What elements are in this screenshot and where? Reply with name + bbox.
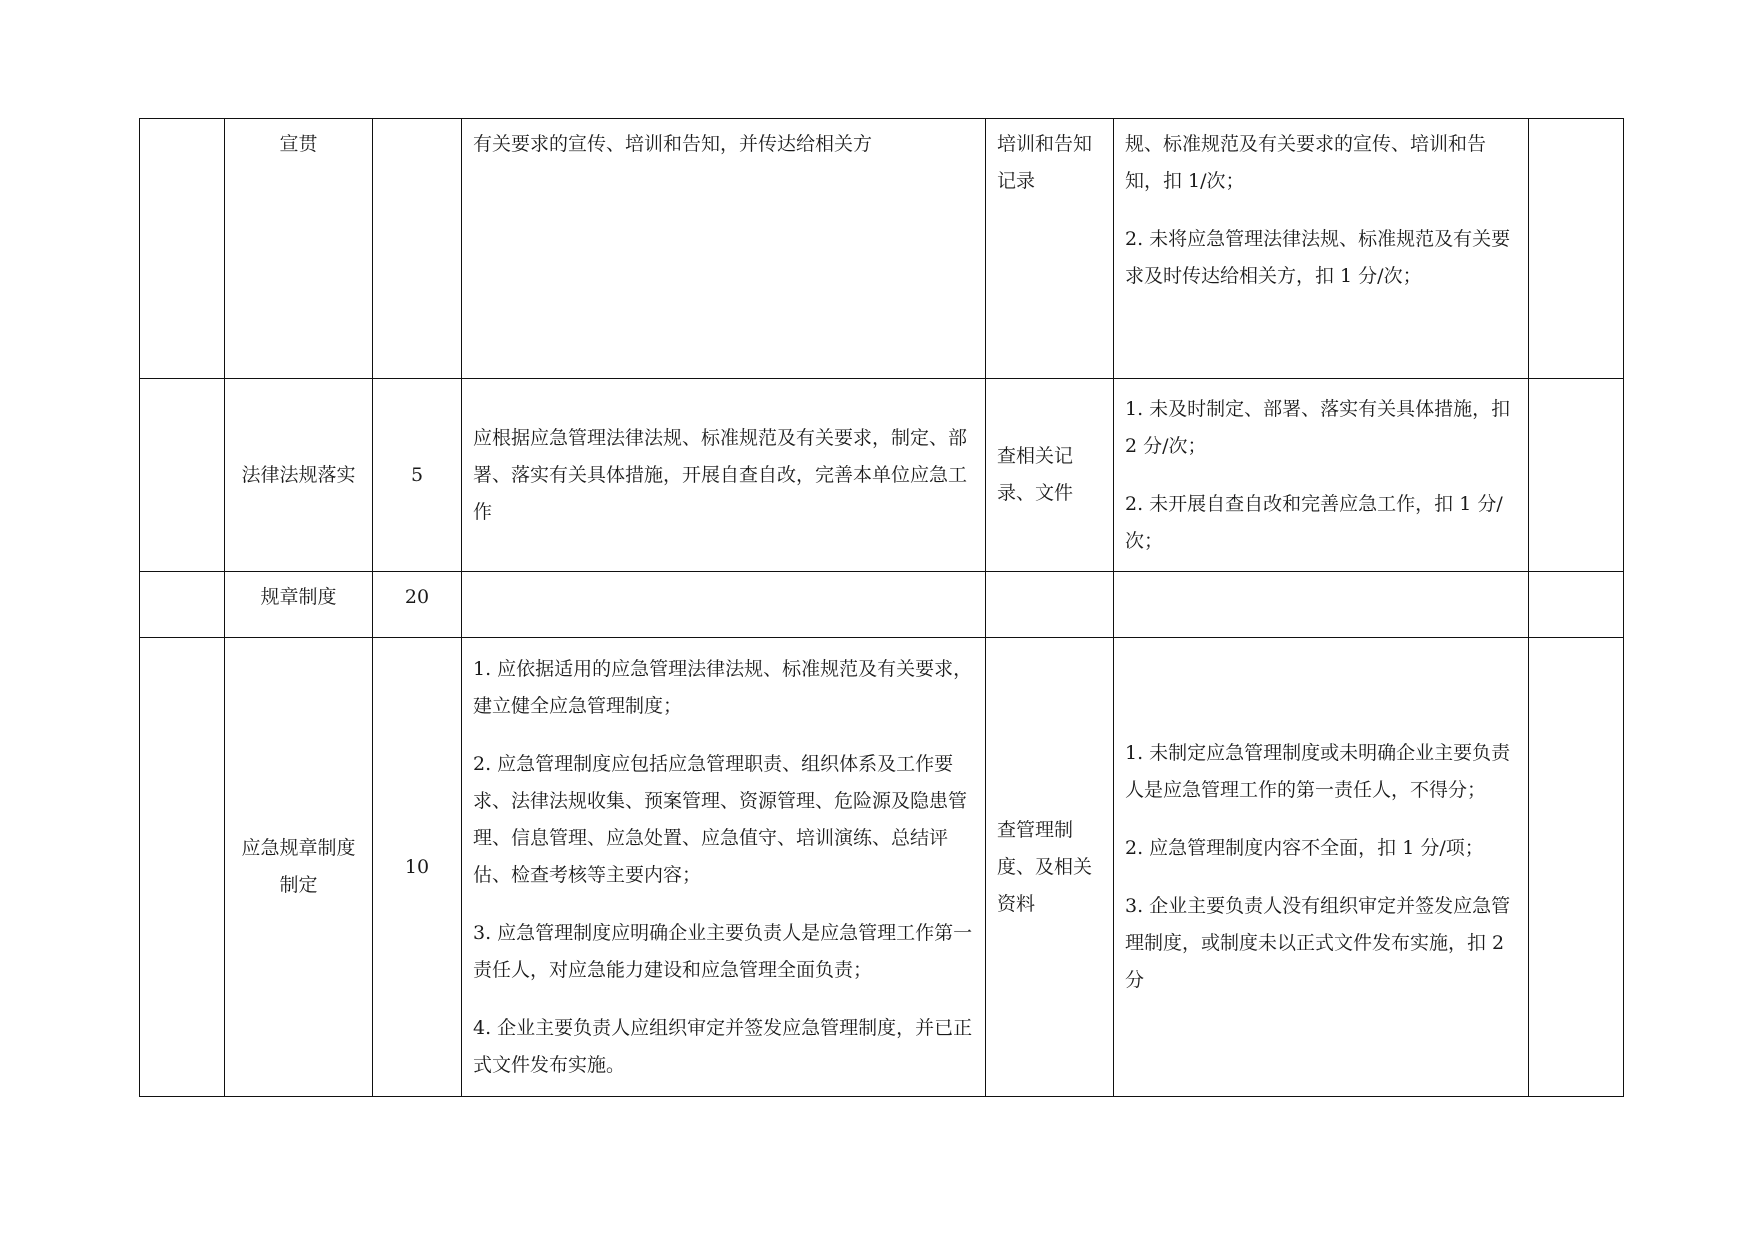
score-value: 10 bbox=[404, 855, 430, 878]
requirement-cell bbox=[462, 119, 986, 379]
criteria-cell bbox=[1114, 379, 1529, 572]
category-cell bbox=[140, 119, 225, 379]
item-name: 规章制度 bbox=[260, 586, 337, 608]
method-text: 查相关记录、文件 bbox=[997, 445, 1074, 504]
item-cell bbox=[225, 638, 373, 1097]
requirement-text: 1. 应依据适用的应急管理法律法规、标准规范及有关要求，建立健全应急管理制度； bbox=[473, 657, 973, 717]
criteria-cell bbox=[1114, 638, 1529, 1097]
table-row bbox=[140, 572, 1624, 638]
item-name: 宣贯 bbox=[279, 133, 318, 155]
score-cell bbox=[373, 119, 462, 379]
item-cell bbox=[225, 572, 373, 638]
method-cell bbox=[986, 572, 1114, 638]
item-name: 应急规章制度制定 bbox=[241, 837, 356, 896]
item-cell bbox=[225, 119, 373, 379]
method-cell bbox=[986, 119, 1114, 379]
requirement-text: 4. 企业主要负责人应组织审定并签发应急管理制度，并已正式文件发布实施。 bbox=[473, 1016, 973, 1076]
requirement-text: 应根据应急管理法律法规、标准规范及有关要求，制定、部署、落实有关具体措施，开展自查自改，完善本单位应急工作 bbox=[473, 426, 968, 523]
criteria-text: 2. 未开展自查自改和完善应急工作，扣 1 分/次； bbox=[1125, 492, 1503, 552]
criteria-text: 1. 未及时制定、部署、落实有关具体措施，扣 2 分/次； bbox=[1125, 397, 1511, 457]
score-cell bbox=[373, 638, 462, 1097]
criteria-text: 2. 应急管理制度内容不全面，扣 1 分/项； bbox=[1125, 837, 1484, 859]
criteria-text: 2. 未将应急管理法律法规、标准规范及有关要求及时传达给相关方，扣 1 分/次； bbox=[1125, 228, 1511, 287]
criteria-text: 3. 企业主要负责人没有组织审定并签发应急管理制度，或制度未以正式文件发布实施，扣 2 分 bbox=[1125, 895, 1511, 991]
category-cell bbox=[140, 572, 225, 638]
score-cell bbox=[373, 572, 462, 638]
table-row bbox=[140, 119, 1624, 379]
method-cell bbox=[986, 379, 1114, 572]
requirement-cell bbox=[462, 572, 986, 638]
remark-cell bbox=[1529, 119, 1624, 379]
item-name: 法律法规落实 bbox=[241, 463, 356, 486]
requirement-cell bbox=[462, 638, 986, 1097]
item-cell bbox=[225, 379, 373, 572]
criteria-cell bbox=[1114, 572, 1529, 638]
requirement-text: 有关要求的宣传、培训和告知，并传达给相关方 bbox=[473, 133, 873, 155]
requirement-text: 3. 应急管理制度应明确企业主要负责人是应急管理工作第一责任人，对应急能力建设和应急管理全面负责； bbox=[473, 921, 973, 981]
criteria-text: 规、标准规范及有关要求的宣传、培训和告知，扣 1/次； bbox=[1125, 133, 1487, 192]
table-row bbox=[140, 379, 1624, 572]
requirement-text: 2. 应急管理制度应包括应急管理职责、组织体系及工作要求、法律法规收集、预案管理、资源管理、危险源及隐患管理、信息管理、应急处置、应急值守、培训演练、总结评估、检查考核等主要内容； bbox=[473, 752, 968, 886]
score-value: 5 bbox=[410, 463, 424, 486]
remark-cell bbox=[1529, 379, 1624, 572]
method-text: 查管理制度、及相关资料 bbox=[997, 818, 1093, 915]
requirement-cell bbox=[462, 379, 986, 572]
method-text: 培训和告知记录 bbox=[997, 133, 1093, 192]
category-cell bbox=[140, 379, 225, 572]
score-value: 20 bbox=[404, 586, 430, 608]
criteria-cell bbox=[1114, 119, 1529, 379]
remark-cell bbox=[1529, 572, 1624, 638]
score-cell bbox=[373, 379, 462, 572]
assessment-table bbox=[139, 118, 1624, 1097]
category-cell bbox=[140, 638, 225, 1097]
method-cell bbox=[986, 638, 1114, 1097]
table-row bbox=[140, 638, 1624, 1097]
criteria-text: 1. 未制定应急管理制度或未明确企业主要负责人是应急管理工作的第一责任人，不得分； bbox=[1125, 742, 1511, 801]
remark-cell bbox=[1529, 638, 1624, 1097]
